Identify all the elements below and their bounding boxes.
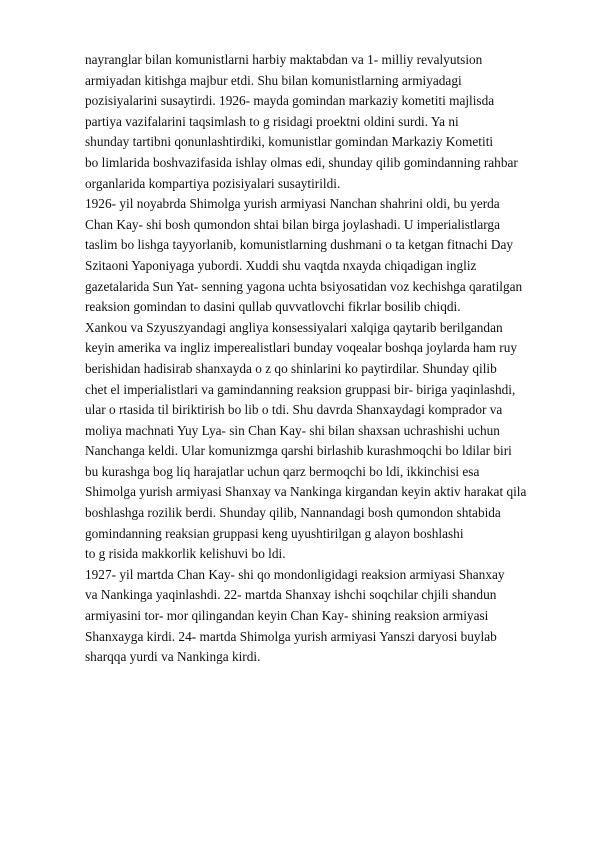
text-line: bu kurashga bog liq harajatlar uchun qarz bermoqchi bo ldi, ikkinchisi esa bbox=[85, 463, 480, 479]
text-line: armiyasini tor- mor qilingandan keyin Chan Kay- shining reaksion armiyasi bbox=[85, 608, 489, 624]
text-line: sharqqa yurdi va Nankinga kirdi. bbox=[85, 649, 261, 665]
text-line: moliya machnati Yuy Lya- sin Chan Kay- shi bilan shaxsan uchrashishi uchun bbox=[85, 422, 500, 438]
text-line: Shimolga yurish armiyasi Shanxay va Nankinga kirgandan keyin aktiv harakat qila bbox=[85, 484, 527, 500]
text-line: nayranglar bilan komunistlarni harbiy maktabdan va 1- milliy revalyutsion bbox=[85, 52, 483, 67]
text-line: gazetalarida Sun Yat- senning yagona uchta bsiyosatidan voz kechishga qaratilgan bbox=[85, 278, 523, 294]
text-line: ular o rtasida til biriktirish bo lib o tdi. Shu davrda Shanxaydagi komprador va bbox=[85, 402, 503, 418]
text-line: bo limlarida boshvazifasida ishlay olmas edi, shunday qilib gomindanning rahbar bbox=[85, 154, 518, 170]
text-line: organlarida kompartiya pozisiyalari susaytirildi. bbox=[85, 175, 341, 191]
text-line: Shanxayga kirdi. 24- martda Shimolga yurish armiyasi Yanszi daryosi buylab bbox=[85, 628, 497, 644]
text-line: berishidan hadisirab shanxayda o z qo shinlarini ko paytirdilar. Shunday qilib bbox=[85, 360, 497, 376]
text-line: Chan Kay- shi bosh qumondon shtai bilan birga joylashadi. U imperialistlarga bbox=[85, 216, 500, 232]
text-line: shunday tartibni qonunlashtirdiki, komunistlar gomindan Markaziy Kometiti bbox=[85, 134, 494, 150]
text-line: 1926- yil noyabrda Shimolga yurish armiyasi Nanchan shahrini oldi, bu yerda bbox=[85, 196, 500, 212]
text-line: chet el imperialistlari va gamindanning reaksion gruppasi bir- biriga yaqinlashdi, bbox=[85, 381, 516, 397]
text-line: Nanchanga keldi. Ular komunizmga qarshi birlashib kurashmoqchi bo ldilar biri bbox=[85, 443, 512, 459]
text-line: reaksion gomindan to dasini qullab quvvatlovchi fikrlar bosilib chiqdi. bbox=[85, 299, 461, 315]
text-line: pozisiyalarini susaytirdi. 1926- mayda gomindan markaziy kometiti majlisda bbox=[85, 93, 495, 109]
text-line: va Nankinga yaqinlashdi. 22- martda Shanxay ishchi soqchilar chjili shandun bbox=[85, 587, 497, 603]
text-line: partiya vazifalarini taqsimlash to g risidagi proektni oldini surdi. Ya ni bbox=[85, 113, 459, 129]
text-line: Szitaoni Yaponiyaga yubordi. Xuddi shu vaqtda nxayda chiqadigan ingliz bbox=[85, 257, 477, 273]
text-line: 1927- yil martda Chan Kay- shi qo mondonligidagi reaksion armiyasi Shanxay bbox=[85, 566, 505, 582]
text-line: gomindanning reaksian gruppasi keng uyushtirilgan g alayon boshlashi bbox=[85, 525, 464, 541]
text-line: armiyadan kitishga majbur etdi. Shu bilan komunistlarning armiyadagi bbox=[85, 72, 462, 88]
text-line: keyin amerika va ingliz imperealistlari bunday voqealar boshqa joylarda ham ruy bbox=[85, 340, 517, 356]
text-line: taslim bo lishga tayyorlanib, komunistlarning dushmani o ta ketgan fitnachi Day bbox=[85, 237, 514, 253]
body-text bbox=[85, 50, 555, 668]
text-line: Xankou va Szyuszyandagi angliya konsessiyalari xalqiga qaytarib berilgandan bbox=[85, 319, 503, 335]
text-line: to g risida makkorlik kelishuvi bo ldi. bbox=[85, 546, 286, 562]
text-line: boshlashga rozilik berdi. Shunday qilib, Nannandagi bosh qumondon shtabida bbox=[85, 505, 501, 521]
